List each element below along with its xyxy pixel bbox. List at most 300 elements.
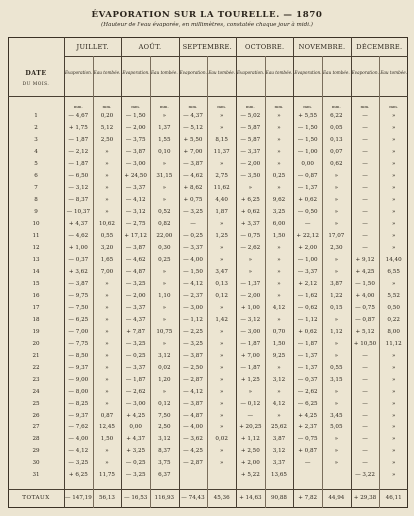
table-cell: » bbox=[391, 400, 396, 407]
table-cell: — 4,12 bbox=[183, 280, 203, 287]
table-cell: 8,00 bbox=[387, 328, 400, 335]
totals-cell: + 7,82 bbox=[298, 495, 318, 501]
table-cell: » bbox=[219, 113, 224, 119]
table-cell: » bbox=[105, 376, 109, 383]
table-cell: » bbox=[105, 196, 109, 203]
table-cell: — 3,25 bbox=[125, 472, 146, 479]
table-cell: + 2,50 bbox=[240, 448, 260, 455]
table-cell: — bbox=[304, 460, 311, 467]
table-cell: — 3,87 bbox=[183, 160, 203, 167]
unit-label: mm. bbox=[159, 104, 169, 109]
table-cell: — 0,50 bbox=[297, 208, 318, 215]
table-cell: » bbox=[277, 113, 281, 119]
table-cell: 3,12 bbox=[272, 376, 286, 383]
table-cell: 13,65 bbox=[270, 472, 287, 479]
table-cell: » bbox=[391, 412, 396, 419]
table-cell: — 5,02 bbox=[240, 113, 261, 119]
table-cell: — bbox=[362, 172, 368, 179]
table-cell: + 4,37 bbox=[126, 436, 146, 443]
table-cell: » bbox=[277, 256, 281, 263]
day-number: 30 bbox=[32, 460, 40, 467]
table-cell: » bbox=[277, 280, 281, 287]
table-cell: — 1,87 bbox=[297, 340, 318, 347]
table-cell: » bbox=[105, 172, 109, 179]
month-header: OCTOBRE. bbox=[244, 43, 285, 51]
table-cell: » bbox=[162, 304, 167, 311]
table-cell: » bbox=[105, 364, 109, 371]
table-cell: » bbox=[219, 256, 224, 263]
table-cell: » bbox=[219, 340, 224, 347]
table-cell: — 6,50 bbox=[68, 172, 89, 179]
table-cell: — 3,25 bbox=[125, 340, 146, 347]
table-cell: + 5,50 bbox=[183, 136, 203, 143]
day-number: 4 bbox=[34, 148, 38, 155]
table-cell: + 7,00 bbox=[240, 352, 260, 359]
table-cell: + 2,00 bbox=[240, 460, 260, 467]
unit-label: mm. bbox=[331, 104, 341, 109]
table-cell: 6,55 bbox=[387, 268, 400, 275]
table-cell: — 0,75 bbox=[240, 232, 261, 239]
table-cell: — 10,37 bbox=[66, 208, 91, 215]
day-number: 3 bbox=[34, 136, 38, 143]
unit-label: mm. bbox=[102, 104, 112, 109]
table-cell: — 3,50 bbox=[240, 172, 261, 179]
table-cell: » bbox=[277, 136, 281, 143]
table-cell: — 2,75 bbox=[125, 220, 146, 227]
table-cell: — 2,00 bbox=[125, 292, 146, 299]
table-cell: 0,13 bbox=[215, 280, 228, 287]
table-cell: » bbox=[334, 316, 339, 323]
table-cell: 0,50 bbox=[387, 304, 400, 311]
table-cell: — 1,50 bbox=[297, 124, 318, 131]
table-cell: + 4,25 bbox=[126, 412, 146, 419]
table-cell: » bbox=[248, 388, 253, 395]
table-cell: — 5,87 bbox=[240, 136, 261, 143]
table-cell: » bbox=[334, 256, 339, 263]
table-cell: » bbox=[248, 268, 253, 275]
table-cell: + 9,12 bbox=[355, 256, 375, 263]
table-cell: » bbox=[277, 412, 281, 419]
table-cell: 0,30 bbox=[158, 244, 171, 251]
table-cell: — 1,12 bbox=[297, 316, 318, 323]
unit-label: mm. bbox=[131, 104, 141, 109]
table-cell: » bbox=[162, 388, 167, 395]
table-cell: — 2,87 bbox=[183, 460, 203, 467]
table-cell: — 3,25 bbox=[183, 208, 203, 215]
table-cell: — 3,87 bbox=[125, 244, 146, 251]
table-cell: » bbox=[105, 208, 109, 215]
table-cell: + 3,37 bbox=[240, 220, 260, 227]
month-header: AOÛT. bbox=[138, 43, 162, 51]
day-number: 25 bbox=[32, 400, 40, 407]
table-cell: 1,55 bbox=[158, 136, 171, 143]
table-cell: 0,55 bbox=[330, 364, 343, 371]
table-cell: » bbox=[334, 172, 339, 179]
table-cell: 11,62 bbox=[213, 184, 230, 191]
table-cell: — 8,50 bbox=[68, 352, 89, 359]
day-number: 11 bbox=[32, 232, 40, 239]
table-cell: 4,40 bbox=[215, 196, 228, 203]
table-cell: — 9,37 bbox=[68, 364, 89, 371]
table-cell: 0,13 bbox=[330, 136, 343, 143]
table-cell: — bbox=[190, 220, 196, 227]
subheader-rainfall: Eau tombée. bbox=[208, 70, 236, 75]
table-cell: 8,15 bbox=[215, 136, 228, 143]
table-cell: » bbox=[248, 184, 253, 191]
table-cell: + 3,25 bbox=[126, 448, 146, 455]
table-cell: 1,65 bbox=[100, 256, 114, 263]
table-cell: » bbox=[391, 280, 396, 287]
table-cell: — 6,25 bbox=[68, 316, 89, 323]
table-cell: » bbox=[105, 400, 109, 407]
table-cell: — 3,37 bbox=[125, 304, 146, 311]
subheader-evaporation: Evaporation. bbox=[65, 70, 93, 75]
table-cell: — bbox=[362, 460, 368, 467]
table-cell: — 2,00 bbox=[125, 124, 146, 131]
table-cell: 3,25 bbox=[272, 208, 286, 215]
table-cell: » bbox=[162, 113, 167, 119]
table-cell: — 7,50 bbox=[68, 304, 89, 311]
table-cell: + 20,25 bbox=[239, 424, 262, 431]
day-number: 27 bbox=[32, 424, 40, 431]
table-cell: » bbox=[391, 448, 396, 455]
table-cell: » bbox=[277, 268, 281, 275]
table-cell: 4,12 bbox=[272, 400, 286, 407]
table-cell: » bbox=[219, 304, 224, 311]
table-cell: 2,30 bbox=[330, 244, 343, 251]
table-cell: 0,05 bbox=[330, 124, 343, 131]
month-header: DÉCEMBRE. bbox=[356, 43, 403, 51]
month-header: SEPTEMBRE. bbox=[182, 43, 233, 51]
table-cell: — 9,75 bbox=[68, 292, 89, 299]
table-cell: — 1,50 bbox=[183, 268, 203, 275]
table-cell: + 6,25 bbox=[240, 196, 260, 203]
table-cell: + 2,37 bbox=[298, 424, 318, 431]
day-number: 15 bbox=[32, 280, 40, 287]
table-cell: » bbox=[334, 220, 339, 227]
table-cell: — 3,62 bbox=[183, 436, 203, 443]
table-cell: 0,20 bbox=[100, 113, 114, 119]
table-cell: » bbox=[219, 412, 224, 419]
table-cell: 3,75 bbox=[158, 460, 171, 467]
day-number: 17 bbox=[32, 304, 40, 311]
table-cell: — 5,87 bbox=[240, 124, 261, 131]
table-cell: + 10,50 bbox=[353, 340, 377, 347]
subheader-rainfall: Eau tombée. bbox=[151, 70, 178, 75]
table-cell: 2,50 bbox=[100, 136, 114, 143]
table-cell: 11,37 bbox=[213, 148, 230, 155]
table-cell: — 0,37 bbox=[68, 256, 89, 263]
table-cell: 0,00 bbox=[301, 160, 314, 167]
table-cell: — 1,50 bbox=[125, 113, 146, 119]
table-cell: — 2,25 bbox=[183, 328, 203, 335]
table-cell: — 0,75 bbox=[355, 304, 375, 311]
table-cell: » bbox=[334, 400, 339, 407]
table-cell: » bbox=[391, 352, 396, 359]
table-cell: — 1,87 bbox=[68, 160, 89, 167]
table-cell: — 1,50 bbox=[297, 136, 318, 143]
totals-cell: 45,36 bbox=[213, 495, 230, 501]
table-cell: » bbox=[391, 460, 396, 467]
table-cell: » bbox=[391, 136, 396, 143]
table-cell: — bbox=[362, 364, 368, 371]
table-cell: » bbox=[219, 244, 224, 251]
table-cell: » bbox=[391, 436, 396, 443]
unit-label: mm. bbox=[360, 104, 370, 109]
table-cell: 1,50 bbox=[272, 232, 286, 239]
day-number: 28 bbox=[32, 436, 40, 443]
table-cell: 0,25 bbox=[158, 256, 171, 263]
table-cell: + 0,75 bbox=[183, 196, 203, 203]
table-cell: + 0,62 bbox=[298, 328, 318, 335]
table-cell: — 9,00 bbox=[68, 376, 89, 383]
table-cell: — 1,37 bbox=[297, 364, 318, 371]
table-cell: — 3,25 bbox=[125, 280, 146, 287]
table-cell: 17,07 bbox=[328, 232, 345, 239]
table-cell: 0,00 bbox=[129, 424, 142, 431]
table-cell: — 1,87 bbox=[68, 136, 89, 143]
table-cell: 1,37 bbox=[158, 124, 171, 131]
table-cell: 12,45 bbox=[98, 424, 115, 431]
table-cell: » bbox=[248, 256, 253, 263]
table-cell: + 24,50 bbox=[124, 172, 147, 179]
table-cell: » bbox=[105, 340, 109, 347]
unit-label: mm. bbox=[274, 104, 284, 109]
day-number: 9 bbox=[34, 208, 38, 215]
table-cell: — bbox=[362, 124, 368, 131]
day-number: 6 bbox=[34, 172, 38, 179]
table-cell: 9,62 bbox=[272, 196, 286, 203]
day-number: 12 bbox=[32, 244, 40, 251]
table-cell: » bbox=[334, 448, 339, 455]
table-cell: 8,37 bbox=[158, 448, 171, 455]
table-cell: — 4,12 bbox=[125, 196, 146, 203]
table-cell: 0,25 bbox=[272, 172, 286, 179]
table-cell: + 5,12 bbox=[355, 328, 375, 335]
table-cell: — bbox=[362, 196, 368, 203]
unit-label: mm. bbox=[389, 104, 399, 109]
table-cell: » bbox=[391, 160, 396, 167]
table-cell: 6,22 bbox=[330, 113, 343, 119]
table-cell: 6,37 bbox=[158, 472, 171, 479]
table-cell: 3,47 bbox=[215, 268, 228, 275]
table-cell: 4,12 bbox=[272, 304, 286, 311]
table-cell: » bbox=[391, 113, 396, 119]
table-cell: » bbox=[162, 280, 167, 287]
table-cell: — 0,87 bbox=[355, 316, 375, 323]
table-cell: 3,12 bbox=[272, 448, 286, 455]
table-cell: — 8,25 bbox=[68, 400, 89, 407]
table-cell: » bbox=[105, 316, 109, 323]
table-cell: 9,25 bbox=[272, 352, 286, 359]
table-cell: » bbox=[105, 292, 109, 299]
table-cell: — 4,67 bbox=[68, 113, 89, 119]
table-cell: + 4,37 bbox=[68, 220, 88, 227]
table-cell: » bbox=[105, 328, 109, 335]
table-cell: — 2,62 bbox=[240, 244, 261, 251]
table-cell: — 3,87 bbox=[68, 280, 89, 287]
day-number: 20 bbox=[32, 340, 40, 347]
table-cell: » bbox=[219, 220, 224, 227]
table-cell: — 1,12 bbox=[183, 316, 203, 323]
table-cell: » bbox=[219, 424, 224, 431]
day-number: 29 bbox=[32, 448, 40, 455]
day-number: 26 bbox=[32, 412, 40, 419]
table-cell: — bbox=[362, 352, 368, 359]
table-cell: » bbox=[391, 364, 396, 371]
table-cell: + 1,00 bbox=[68, 244, 88, 251]
table-cell: — 1,00 bbox=[297, 256, 318, 263]
day-number: 10 bbox=[32, 220, 40, 227]
totals-label: TOTAUX bbox=[22, 495, 50, 501]
table-cell: » bbox=[219, 460, 224, 467]
table-cell: — bbox=[362, 184, 368, 191]
totals-cell: 90,88 bbox=[270, 495, 287, 501]
table-cell: — 7,75 bbox=[68, 340, 89, 347]
table-cell: — 4,12 bbox=[68, 448, 89, 455]
table-cell: + 5,55 bbox=[298, 113, 318, 119]
day-number: 7 bbox=[34, 184, 38, 191]
table-cell: + 7,00 bbox=[183, 148, 203, 155]
table-cell: » bbox=[219, 328, 224, 335]
table-cell: + 0,87 bbox=[298, 448, 318, 455]
table-cell: — 3,12 bbox=[68, 184, 89, 191]
table-cell: — bbox=[304, 220, 311, 227]
table-cell: — 7,00 bbox=[68, 328, 89, 335]
table-cell: » bbox=[219, 352, 224, 359]
totals-cell: 116,93 bbox=[154, 495, 175, 501]
table-cell: 3,45 bbox=[330, 412, 343, 419]
table-cell: 1,25 bbox=[215, 232, 228, 239]
day-number: 21 bbox=[32, 352, 40, 359]
day-number: 14 bbox=[32, 268, 40, 275]
table-cell: — 0,25 bbox=[125, 352, 146, 359]
table-cell: — 2,37 bbox=[183, 292, 203, 299]
table-cell: 5,05 bbox=[330, 424, 343, 431]
table-cell: » bbox=[391, 424, 396, 431]
table-cell: » bbox=[162, 316, 167, 323]
totals-cell: — 16,53 bbox=[123, 495, 148, 501]
table-cell: + 0,62 bbox=[240, 208, 260, 215]
subheader-rainfall: Eau tombée. bbox=[323, 70, 350, 75]
totals-cell: — 74,43 bbox=[181, 495, 205, 501]
table-cell: 3,37 bbox=[272, 460, 286, 467]
table-cell: » bbox=[334, 460, 339, 467]
table-cell: 0,52 bbox=[158, 208, 171, 215]
table-cell: 0,02 bbox=[158, 364, 171, 371]
day-number: 2 bbox=[34, 124, 38, 131]
table-cell: » bbox=[391, 184, 396, 191]
table-cell: » bbox=[277, 124, 281, 131]
table-cell: 1,22 bbox=[330, 292, 343, 299]
table-cell: + 0,62 bbox=[298, 196, 318, 203]
table-cell: — 3,22 bbox=[355, 472, 375, 479]
table-cell: — 3,87 bbox=[183, 400, 203, 407]
table-cell: 3,87 bbox=[330, 280, 343, 287]
table-cell: » bbox=[391, 208, 396, 215]
table-cell: 6,00 bbox=[272, 220, 286, 227]
table-cell: — 3,12 bbox=[240, 316, 261, 323]
table-cell: 1,87 bbox=[215, 208, 228, 215]
table-cell: 11,75 bbox=[98, 472, 115, 479]
table-cell: — 3,87 bbox=[183, 352, 203, 359]
table-cell: + 2,12 bbox=[298, 280, 318, 287]
table-cell: — bbox=[362, 148, 368, 155]
table-cell: — 3,37 bbox=[183, 244, 203, 251]
table-cell: » bbox=[391, 196, 396, 203]
table-cell: » bbox=[219, 448, 224, 455]
table-cell: — 1,37 bbox=[297, 352, 318, 359]
table-cell: » bbox=[334, 196, 339, 203]
table-cell: » bbox=[277, 364, 281, 371]
table-cell: » bbox=[162, 160, 167, 167]
table-cell: » bbox=[219, 388, 224, 395]
table-cell: — 4,62 bbox=[183, 172, 203, 179]
subheader-rainfall: Eau tombée. bbox=[380, 70, 408, 75]
table-cell: 5,52 bbox=[387, 292, 400, 299]
table-cell: » bbox=[162, 184, 167, 191]
day-number: 18 bbox=[32, 316, 40, 323]
table-cell: » bbox=[391, 388, 396, 395]
table-cell: — 0,25 bbox=[183, 232, 203, 239]
table-cell: — 3,00 bbox=[125, 400, 146, 407]
day-number: 16 bbox=[32, 292, 40, 299]
day-number: 24 bbox=[32, 388, 40, 395]
table-cell: — bbox=[362, 244, 368, 251]
table-cell: + 6,25 bbox=[68, 472, 88, 479]
table-cell: — 3,37 bbox=[125, 184, 146, 191]
table-cell: 1,10 bbox=[158, 292, 171, 299]
table-cell: » bbox=[105, 352, 109, 359]
table-cell: » bbox=[162, 268, 167, 275]
table-cell: 0,10 bbox=[158, 148, 171, 155]
page-subtitle: (Hauteur de l'eau évaporée, en millimètres, constatée chaque jour à midi.) bbox=[101, 22, 313, 28]
table-cell: » bbox=[277, 292, 281, 299]
table-cell: » bbox=[391, 148, 396, 155]
month-header: JUILLET. bbox=[76, 43, 109, 51]
subheader-evaporation: Evaporation. bbox=[122, 70, 150, 75]
table-cell: + 22,12 bbox=[296, 232, 319, 239]
table-cell: 10,62 bbox=[98, 220, 115, 227]
table-cell: 0,55 bbox=[100, 232, 114, 239]
table-cell: » bbox=[277, 184, 281, 191]
table-cell: » bbox=[277, 148, 281, 155]
table-cell: » bbox=[391, 232, 396, 239]
table-cell: 3,20 bbox=[100, 244, 114, 251]
table-cell: 1,42 bbox=[215, 316, 228, 323]
table-cell: — 1,62 bbox=[297, 292, 318, 299]
table-cell: » bbox=[219, 364, 224, 371]
subheader-evaporation: Evaporation. bbox=[351, 70, 379, 75]
table-cell: — 2,62 bbox=[125, 388, 146, 395]
table-cell: — 4,37 bbox=[125, 316, 146, 323]
table-cell: » bbox=[219, 400, 224, 407]
table-cell: + 1,12 bbox=[240, 436, 260, 443]
table-cell: + 17,12 bbox=[124, 232, 147, 239]
table-cell: 7,50 bbox=[158, 412, 171, 419]
totals-cell: + 29,38 bbox=[353, 495, 377, 501]
table-cell: 11,12 bbox=[385, 340, 402, 347]
table-cell: — 1,87 bbox=[240, 340, 261, 347]
subheader-rainfall: Eau tombée. bbox=[93, 70, 121, 75]
table-cell: 22,00 bbox=[156, 232, 173, 239]
table-cell: — 4,12 bbox=[183, 388, 203, 395]
table-cell: » bbox=[219, 160, 224, 167]
table-cell: » bbox=[219, 124, 224, 131]
table-cell: » bbox=[334, 388, 339, 395]
table-cell: 31,15 bbox=[156, 172, 173, 179]
day-number: 1 bbox=[34, 113, 38, 119]
